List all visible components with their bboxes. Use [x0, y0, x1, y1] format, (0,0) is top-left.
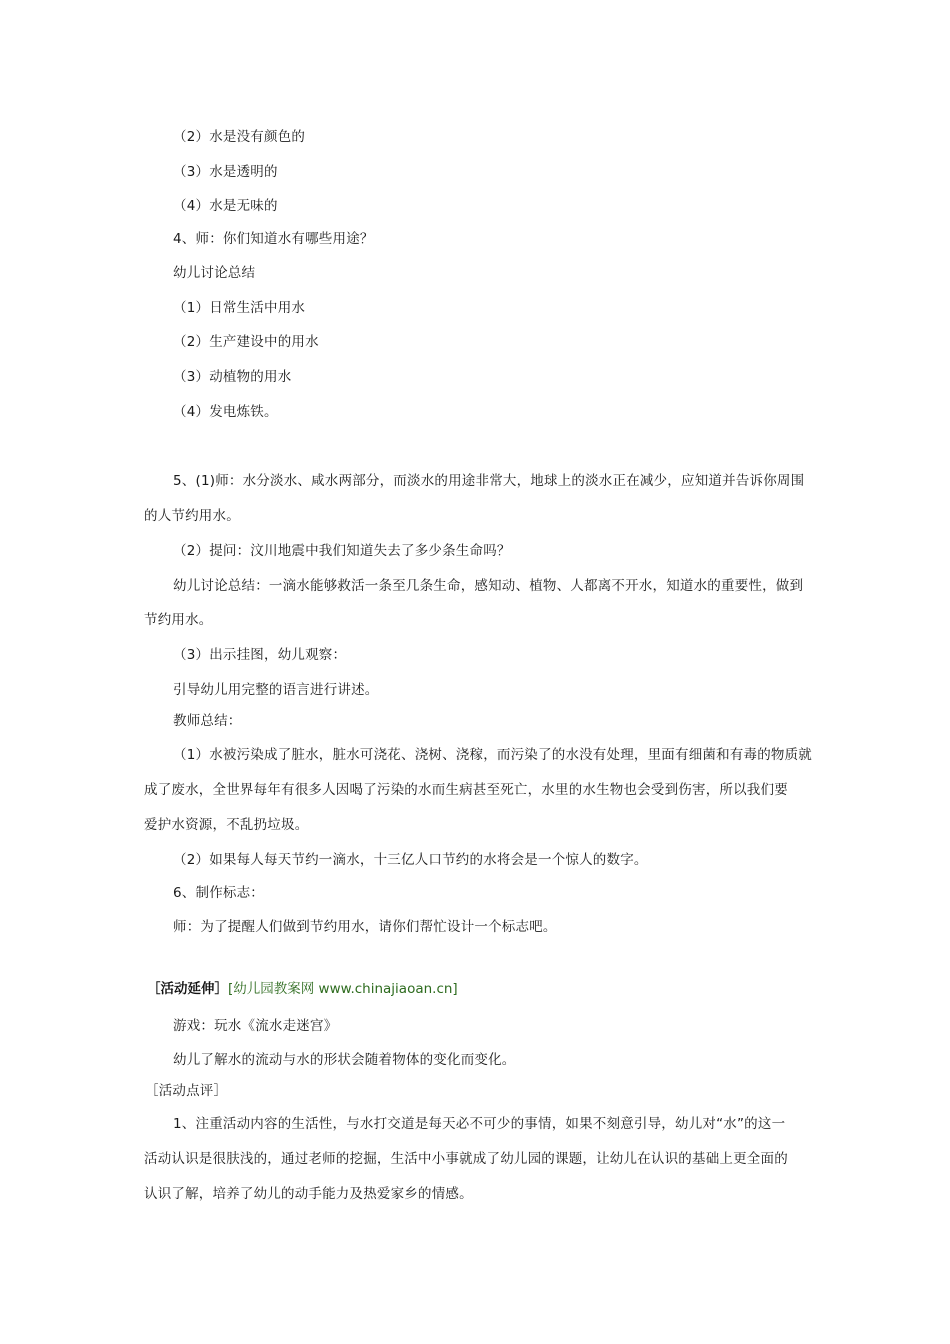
step6-text: 师：为了提醒人们做到节约用水，请你们帮忙设计一个标志吧。 — [173, 919, 557, 935]
water-property-3: （3）水是透明的 — [173, 164, 278, 180]
extension-game: 游戏：玩水《流水走迷宫》 — [173, 1018, 338, 1034]
water-property-4: （4）水是无味的 — [173, 198, 278, 214]
water-use-4: （4）发电炼铁。 — [173, 404, 278, 420]
review-heading: ［活动点评］ — [145, 1083, 228, 1099]
teacher-summary-1-line1: （1）水被污染成了脏水，脏水可浇花、浇树、浇稼，而污染了的水没有处理，里面有细菌和有毒的物质就 — [173, 747, 812, 763]
step5-guide: 引导幼儿用完整的语言进行讲述。 — [173, 682, 379, 698]
extension-heading-line — [147, 979, 458, 999]
step5-paragraph-line1: 5、(1)师：水分淡水、咸水两部分，而淡水的用途非常大，地球上的淡水正在减少，应知道并告诉你周围 — [173, 473, 805, 489]
teacher-summary-2: （2）如果每人每天节约一滴水，十三亿人口节约的水将会是一个惊人的数字。 — [173, 852, 648, 868]
step5-summary-line1: 幼儿讨论总结：一滴水能够救活一条至几条生命，感知动、植物、人都离不开水，知道水的重要性，做到 — [173, 578, 804, 594]
water-property-2: （2）水是没有颜色的 — [173, 129, 306, 145]
extension-text: 幼儿了解水的流动与水的形状会随着物体的变化而变化。 — [173, 1052, 516, 1068]
extension-site-link[interactable]: [幼儿园教案网 www.chinajiaoan.cn] — [228, 981, 458, 997]
step5-summary-line2: 节约用水。 — [144, 612, 213, 628]
step5-paragraph-line2: 的人节约用水。 — [144, 508, 240, 524]
teacher-summary-1-line3: 爱护水资源，不乱扔垃圾。 — [144, 817, 309, 833]
water-use-2: （2）生产建设中的用水 — [173, 334, 319, 350]
water-use-3: （3）动植物的用水 — [173, 369, 292, 385]
step5-question-2: （2）提问：汶川地震中我们知道失去了多少条生命吗？ — [173, 543, 511, 559]
review-line3: 认识了解，培养了幼儿的动手能力及热爱家乡的情感。 — [144, 1186, 473, 1202]
teacher-summary-1-line2: 成了废水，全世界每年有很多人因喝了污染的水而生病甚至死亡，水里的水生物也会受到伤害，所以我们要 — [144, 782, 788, 798]
extension-heading: ［活动延伸］ — [147, 981, 228, 997]
step4-summary-label: 幼儿讨论总结 — [173, 265, 256, 281]
water-use-1: （1）日常生活中用水 — [173, 300, 306, 316]
step5-question-3: （3）出示挂图，幼儿观察： — [173, 647, 347, 663]
step6-title: 6、制作标志： — [173, 885, 264, 901]
step4-question: 4、师：你们知道水有哪些用途？ — [173, 231, 374, 247]
teacher-summary-label: 教师总结： — [173, 713, 242, 729]
review-line2: 活动认识是很肤浅的，通过老师的挖掘，生活中小事就成了幼儿园的课题，让幼儿在认识的基础上更全面的 — [144, 1151, 788, 1167]
review-line1: 1、注重活动内容的生活性，与水打交道是每天必不可少的事情，如果不刻意引导，幼儿对“水”的这一 — [173, 1116, 786, 1132]
